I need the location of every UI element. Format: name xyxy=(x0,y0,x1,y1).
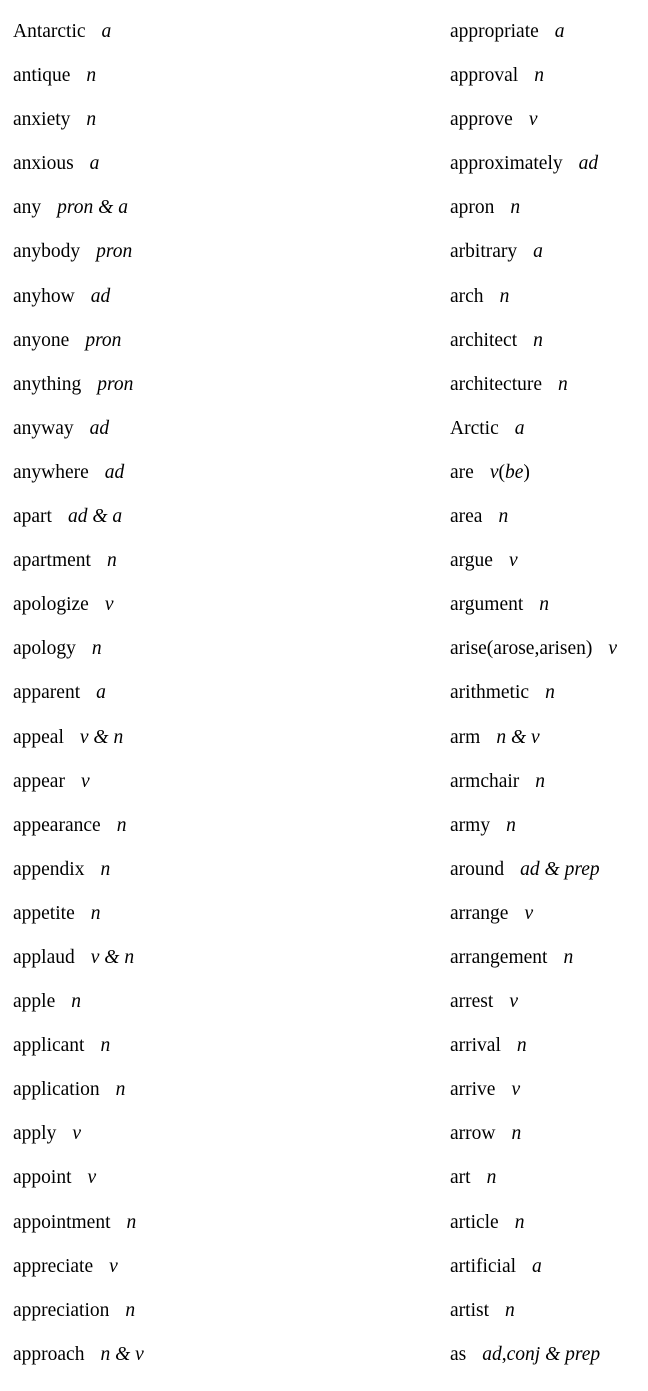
vocabulary-entry xyxy=(13,102,433,146)
vocabulary-entry xyxy=(450,1116,646,1160)
vocabulary-entry xyxy=(450,984,646,1028)
entry-part-of-speech: n & v xyxy=(100,1343,144,1365)
entry-word: article xyxy=(450,1211,499,1233)
entry-word: arise(arose,arisen) xyxy=(450,638,593,660)
vocabulary-entry xyxy=(450,764,646,808)
entry-word: appreciation xyxy=(13,1299,110,1321)
entry-word: arm xyxy=(450,726,481,748)
entry-word: appeal xyxy=(13,726,64,748)
entry-word: apple xyxy=(13,991,56,1013)
entry-part-of-speech: v xyxy=(72,1123,81,1145)
vocabulary-entry xyxy=(13,14,433,58)
entry-word: argument xyxy=(450,594,524,616)
entry-part-of-speech: v xyxy=(608,638,618,660)
entry-part-of-speech: v(be) xyxy=(489,461,530,483)
word-column-right xyxy=(450,14,646,1381)
vocabulary-entry xyxy=(450,720,646,764)
entry-word: applicant xyxy=(13,1035,85,1057)
vocabulary-entry xyxy=(450,323,646,367)
entry-part-of-speech: n xyxy=(116,814,127,836)
entry-part-of-speech: pron xyxy=(85,329,122,351)
vocabulary-entry xyxy=(450,1205,646,1249)
entry-word: Arctic xyxy=(450,417,499,439)
entry-part-of-speech: n xyxy=(533,329,543,351)
entry-word: arrest xyxy=(450,991,494,1013)
entry-part-of-speech: n xyxy=(90,902,101,924)
vocabulary-entry xyxy=(450,190,646,234)
entry-part-of-speech: a xyxy=(533,241,543,263)
entry-word: architect xyxy=(450,329,518,351)
entry-part-of-speech: n & v xyxy=(496,726,540,748)
entry-part-of-speech: n xyxy=(514,1211,525,1233)
entry-part-of-speech: ad & prep xyxy=(520,858,600,880)
entry-word: artificial xyxy=(450,1255,517,1277)
entry-word: anxious xyxy=(13,153,74,175)
vocabulary-entry xyxy=(13,720,433,764)
entry-part-of-speech: n xyxy=(100,1035,111,1057)
vocabulary-entry xyxy=(13,279,433,323)
entry-word: architecture xyxy=(450,373,543,395)
vocabulary-entry xyxy=(13,984,433,1028)
entry-word: apron xyxy=(450,197,495,219)
entry-word: army xyxy=(450,814,491,836)
entry-word: arrangement xyxy=(450,946,548,968)
entry-part-of-speech: n xyxy=(71,991,81,1013)
vocabulary-entry xyxy=(13,896,433,940)
entry-part-of-speech: pron & a xyxy=(57,197,128,219)
entry-part-of-speech: a xyxy=(532,1255,542,1277)
vocabulary-entry xyxy=(13,1337,433,1381)
entry-word: arrow xyxy=(450,1123,496,1145)
entry-word: area xyxy=(450,506,483,528)
entry-word: arrange xyxy=(450,902,509,924)
entry-word: apparent xyxy=(13,682,81,704)
vocabulary-entry xyxy=(450,1028,646,1072)
entry-part-of-speech: n xyxy=(505,1299,515,1321)
entry-word: art xyxy=(450,1167,471,1189)
entry-part-of-speech: n xyxy=(498,506,509,528)
entry-word: application xyxy=(13,1079,100,1101)
entry-part-of-speech: v & n xyxy=(90,946,135,968)
entry-part-of-speech: n xyxy=(545,682,555,704)
entry-word: anyone xyxy=(13,329,70,351)
vocabulary-entry xyxy=(13,940,433,984)
entry-word: artist xyxy=(450,1299,489,1321)
entry-word: appointment xyxy=(13,1211,111,1233)
entry-word: are xyxy=(450,461,474,483)
vocabulary-entry xyxy=(450,631,646,675)
entry-word: anyhow xyxy=(13,285,75,307)
entry-word: arrival xyxy=(450,1035,501,1057)
vocabulary-entry xyxy=(13,323,433,367)
entry-part-of-speech: n xyxy=(506,814,516,836)
entry-word: arch xyxy=(450,285,484,307)
entry-word: as xyxy=(450,1343,467,1365)
entry-word: Antarctic xyxy=(13,21,86,42)
entry-part-of-speech: n xyxy=(100,858,111,880)
vocabulary-entry xyxy=(13,852,433,896)
entry-part-of-speech: a xyxy=(101,21,112,42)
entry-part-of-speech: ad xyxy=(104,461,125,483)
entry-word: applaud xyxy=(13,946,75,968)
entry-part-of-speech: ad xyxy=(90,285,111,307)
entry-word: apart xyxy=(13,506,52,528)
vocabulary-entry xyxy=(13,367,433,411)
entry-word: approach xyxy=(13,1343,85,1365)
entry-part-of-speech: n xyxy=(511,1123,522,1145)
vocabulary-entry xyxy=(13,808,433,852)
entry-part-of-speech: pron xyxy=(97,373,134,395)
entry-word: appropriate xyxy=(450,21,539,42)
entry-part-of-speech: n xyxy=(86,65,97,87)
entry-part-of-speech: a xyxy=(96,682,106,704)
entry-word: anxiety xyxy=(13,109,71,131)
entry-word: around xyxy=(450,858,505,880)
entry-word: apply xyxy=(13,1123,57,1145)
entry-word: appendix xyxy=(13,858,85,880)
entry-part-of-speech: ad xyxy=(89,417,110,439)
entry-part-of-speech: ad,conj & prep xyxy=(482,1343,601,1365)
entry-part-of-speech: ad xyxy=(578,153,599,175)
entry-word: argue xyxy=(450,550,493,572)
entry-word: appoint xyxy=(13,1167,72,1189)
vocabulary-entry xyxy=(450,808,646,852)
entry-part-of-speech: pron xyxy=(96,241,133,263)
vocabulary-entry xyxy=(13,455,433,499)
entry-word: anywhere xyxy=(13,461,89,483)
vocabulary-entry xyxy=(450,367,646,411)
entry-part-of-speech: v xyxy=(80,770,90,792)
entry-part-of-speech: v xyxy=(524,902,534,924)
vocabulary-entry xyxy=(450,1249,646,1293)
entry-part-of-speech: n xyxy=(563,946,574,968)
vocabulary-entry xyxy=(13,1028,433,1072)
entry-part-of-speech: n xyxy=(534,65,544,87)
entry-word: arbitrary xyxy=(450,241,518,263)
entry-part-of-speech: n xyxy=(106,550,117,572)
entry-part-of-speech: n xyxy=(558,373,568,395)
vocabulary-entry xyxy=(450,411,646,455)
vocabulary-entry xyxy=(450,499,646,543)
vocabulary-entry xyxy=(450,14,646,58)
entry-part-of-speech: v xyxy=(528,109,538,131)
entry-part-of-speech: a xyxy=(89,153,100,175)
vocabulary-entry xyxy=(450,1160,646,1204)
entry-part-of-speech: v xyxy=(104,594,114,616)
vocabulary-entry xyxy=(13,58,433,102)
entry-word: approval xyxy=(450,65,519,87)
entry-word: anyway xyxy=(13,417,74,439)
vocabulary-entry xyxy=(450,279,646,323)
vocabulary-entry xyxy=(13,146,433,190)
entry-part-of-speech: n xyxy=(91,638,102,660)
vocabulary-entry xyxy=(450,234,646,278)
entry-part-of-speech: a xyxy=(554,21,565,42)
vocabulary-entry xyxy=(450,1293,646,1337)
entry-part-of-speech: v xyxy=(109,1255,118,1277)
vocabulary-entry xyxy=(450,896,646,940)
entry-part-of-speech: v xyxy=(87,1167,97,1189)
entry-word: approximately xyxy=(450,153,563,175)
vocabulary-entry xyxy=(450,587,646,631)
entry-part-of-speech: n xyxy=(115,1079,126,1101)
entry-part-of-speech: v & n xyxy=(79,726,124,748)
vocabulary-entry xyxy=(13,411,433,455)
entry-part-of-speech: n xyxy=(486,1167,497,1189)
entry-part-of-speech: n xyxy=(535,770,546,792)
entry-word: apologize xyxy=(13,594,89,616)
vocabulary-entry xyxy=(450,852,646,896)
entry-word: anything xyxy=(13,373,82,395)
vocabulary-entry xyxy=(450,102,646,146)
entry-word: appear xyxy=(13,770,65,792)
entry-part-of-speech: a xyxy=(514,417,525,439)
vocabulary-entry xyxy=(13,1205,433,1249)
vocabulary-entry xyxy=(450,1072,646,1116)
entry-part-of-speech: n xyxy=(510,197,521,219)
entry-part-of-speech: ad & a xyxy=(67,506,123,528)
vocabulary-entry xyxy=(13,543,433,587)
entry-word: apology xyxy=(13,638,76,660)
vocabulary-entry xyxy=(450,543,646,587)
vocabulary-entry xyxy=(13,1249,433,1293)
entry-word: any xyxy=(13,197,42,219)
entry-part-of-speech: v xyxy=(511,1079,521,1101)
vocabulary-entry xyxy=(13,1072,433,1116)
entry-word: arithmetic xyxy=(450,682,530,704)
entry-word: appearance xyxy=(13,814,101,836)
vocabulary-entry xyxy=(13,675,433,719)
vocabulary-entry xyxy=(450,58,646,102)
vocabulary-entry xyxy=(13,190,433,234)
entry-part-of-speech: n xyxy=(499,285,510,307)
entry-part-of-speech: v xyxy=(508,550,518,572)
vocabulary-entry xyxy=(13,587,433,631)
entry-word: antique xyxy=(13,65,71,87)
entry-word: apartment xyxy=(13,550,91,572)
vocabulary-entry xyxy=(13,499,433,543)
entry-word: approve xyxy=(450,109,513,131)
vocabulary-entry xyxy=(13,1116,433,1160)
entry-part-of-speech: n xyxy=(125,1299,136,1321)
vocabulary-entry xyxy=(450,455,646,499)
vocabulary-entry xyxy=(450,146,646,190)
vocabulary-entry xyxy=(450,940,646,984)
vocabulary-entry xyxy=(13,234,433,278)
vocabulary-entry xyxy=(13,764,433,808)
vocabulary-entry xyxy=(450,1337,646,1381)
entry-part-of-speech: n xyxy=(539,594,550,616)
entry-word: armchair xyxy=(450,770,520,792)
vocabulary-entry xyxy=(13,631,433,675)
entry-word: anybody xyxy=(13,241,81,263)
entry-part-of-speech: n xyxy=(126,1211,137,1233)
vocabulary-entry xyxy=(13,1293,433,1337)
entry-part-of-speech: n xyxy=(86,109,97,131)
entry-part-of-speech: n xyxy=(516,1035,527,1057)
word-column-left xyxy=(13,14,433,1381)
entry-part-of-speech: v xyxy=(509,991,518,1013)
entry-word: appreciate xyxy=(13,1255,94,1277)
entry-word: appetite xyxy=(13,902,75,924)
entry-word: arrive xyxy=(450,1079,496,1101)
vocabulary-entry xyxy=(450,675,646,719)
vocabulary-entry xyxy=(13,1160,433,1204)
